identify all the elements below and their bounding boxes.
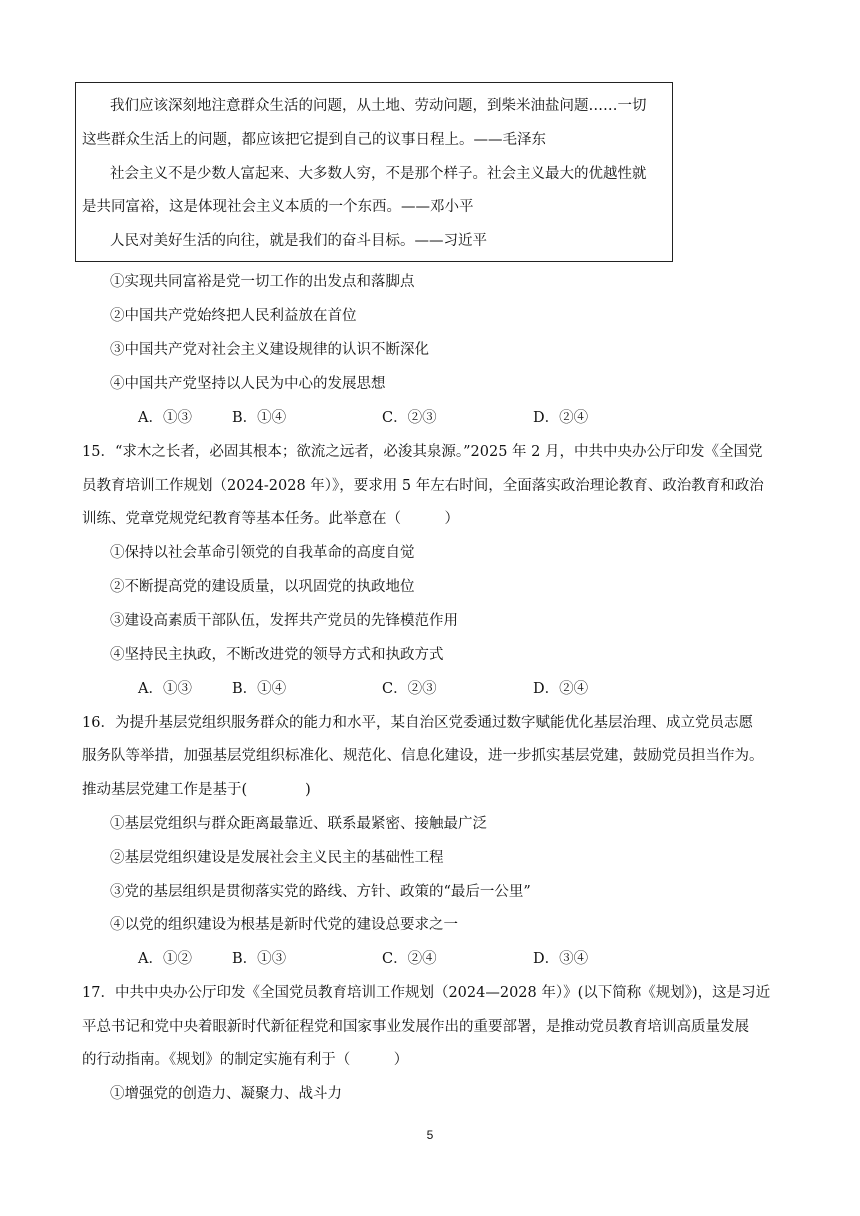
q16-statement-2: ②基层党组织建设是发展社会主义民主的基础性工程 [110, 850, 444, 866]
q14-option-a[interactable]: A．①③ [138, 410, 192, 426]
q14-statement-2: ②中国共产党始终把人民利益放在首位 [110, 308, 357, 324]
q15-statement-4: ④坚持民主执政，不断改进党的领导方式和执政方式 [110, 647, 444, 663]
q15-stem-line: 训练、党章党规党纪教育等基本任务。此举意在（ ） [82, 511, 459, 527]
q17-stem-line: 的行动指南。《规划》的制定实施有利于（ ） [82, 1052, 409, 1068]
q17-stem-line: 平总书记和党中央着眼新时代新征程党和国家事业发展作出的重要部署，是推动党员教育培训高质量发展 [82, 1019, 749, 1035]
q16-option-c[interactable]: C．②④ [382, 951, 437, 967]
q14-option-c[interactable]: C．②③ [382, 410, 437, 426]
q15-statement-2: ②不断提高党的建设质量，以巩固党的执政地位 [110, 579, 415, 595]
q14-option-b[interactable]: B．①④ [232, 410, 287, 426]
quote-line: 这些群众生活上的问题，都应该把它提到自己的议事日程上。——毛泽东 [82, 132, 546, 148]
q14-option-d[interactable]: D．②④ [533, 410, 589, 426]
q15-stem-line: 15．“求木之长者，必固其根本；欲流之远者，必浚其泉源。”2025 年 2 月，中共中央办公厅印发《全国党 [82, 444, 763, 460]
q16-stem-line: 服务队等举措，加强基层党组织标准化、规范化、信息化建设，进一步抓实基层党建，鼓励党员担当作为。 [82, 748, 764, 764]
quote-line: 是共同富裕，这是体现社会主义本质的一个东西。——邓小平 [82, 199, 474, 215]
q15-option-b[interactable]: B．①④ [232, 681, 287, 697]
page-number: 5 [426, 1128, 434, 1142]
q16-stem-line: 推动基层党建工作是基于( ) [82, 782, 311, 798]
q17-stem-line: 17．中共中央办公厅印发《全国党员教育培训工作规划（2024—2028 年）》(以下简称《规划》)，这是习近 [82, 985, 771, 1001]
q16-stem-line: 16．为提升基层党组织服务群众的能力和水平，某自治区党委通过数字赋能优化基层治理、成立党员志愿 [82, 715, 753, 731]
q16-statement-3: ③党的基层组织是贯彻落实党的路线、方针、政策的“最后一公里” [110, 884, 531, 900]
quote-line: 人民对美好生活的向往，就是我们的奋斗目标。——习近平 [110, 233, 487, 249]
q15-option-d[interactable]: D．②④ [533, 681, 589, 697]
q17-statement-1: ①增强党的创造力、凝聚力、战斗力 [110, 1086, 342, 1102]
q15-option-c[interactable]: C．②③ [382, 681, 437, 697]
q15-statement-3: ③建设高素质干部队伍，发挥共产党员的先锋模范作用 [110, 613, 458, 629]
quote-line: 社会主义不是少数人富起来、大多数人穷，不是那个样子。社会主义最大的优越性就 [110, 166, 647, 182]
q15-stem-line: 员教育培训工作规划（2024-2028 年）》，要求用 5 年左右时间，全面落实政治理论教育、政治教育和政治 [82, 478, 764, 494]
q15-option-a[interactable]: A．①③ [138, 681, 192, 697]
q14-statement-4: ④中国共产党坚持以人民为中心的发展思想 [110, 376, 386, 392]
q16-option-d[interactable]: D．③④ [533, 951, 589, 967]
q16-statement-4: ④以党的组织建设为根基是新时代党的建设总要求之一 [110, 917, 458, 933]
q15-statement-1: ①保持以社会革命引领党的自我革命的高度自觉 [110, 545, 415, 561]
q16-option-a[interactable]: A．①② [138, 951, 192, 967]
q16-option-b[interactable]: B．①③ [232, 951, 287, 967]
q14-statement-3: ③中国共产党对社会主义建设规律的认识不断深化 [110, 342, 429, 358]
q14-statement-1: ①实现共同富裕是党一切工作的出发点和落脚点 [110, 274, 415, 290]
q16-statement-1: ①基层党组织与群众距离最靠近、联系最紧密、接触最广泛 [110, 816, 487, 832]
quote-line: 我们应该深刻地注意群众生活的问题，从土地、劳动问题，到柴米油盐问题……一切 [110, 98, 647, 114]
